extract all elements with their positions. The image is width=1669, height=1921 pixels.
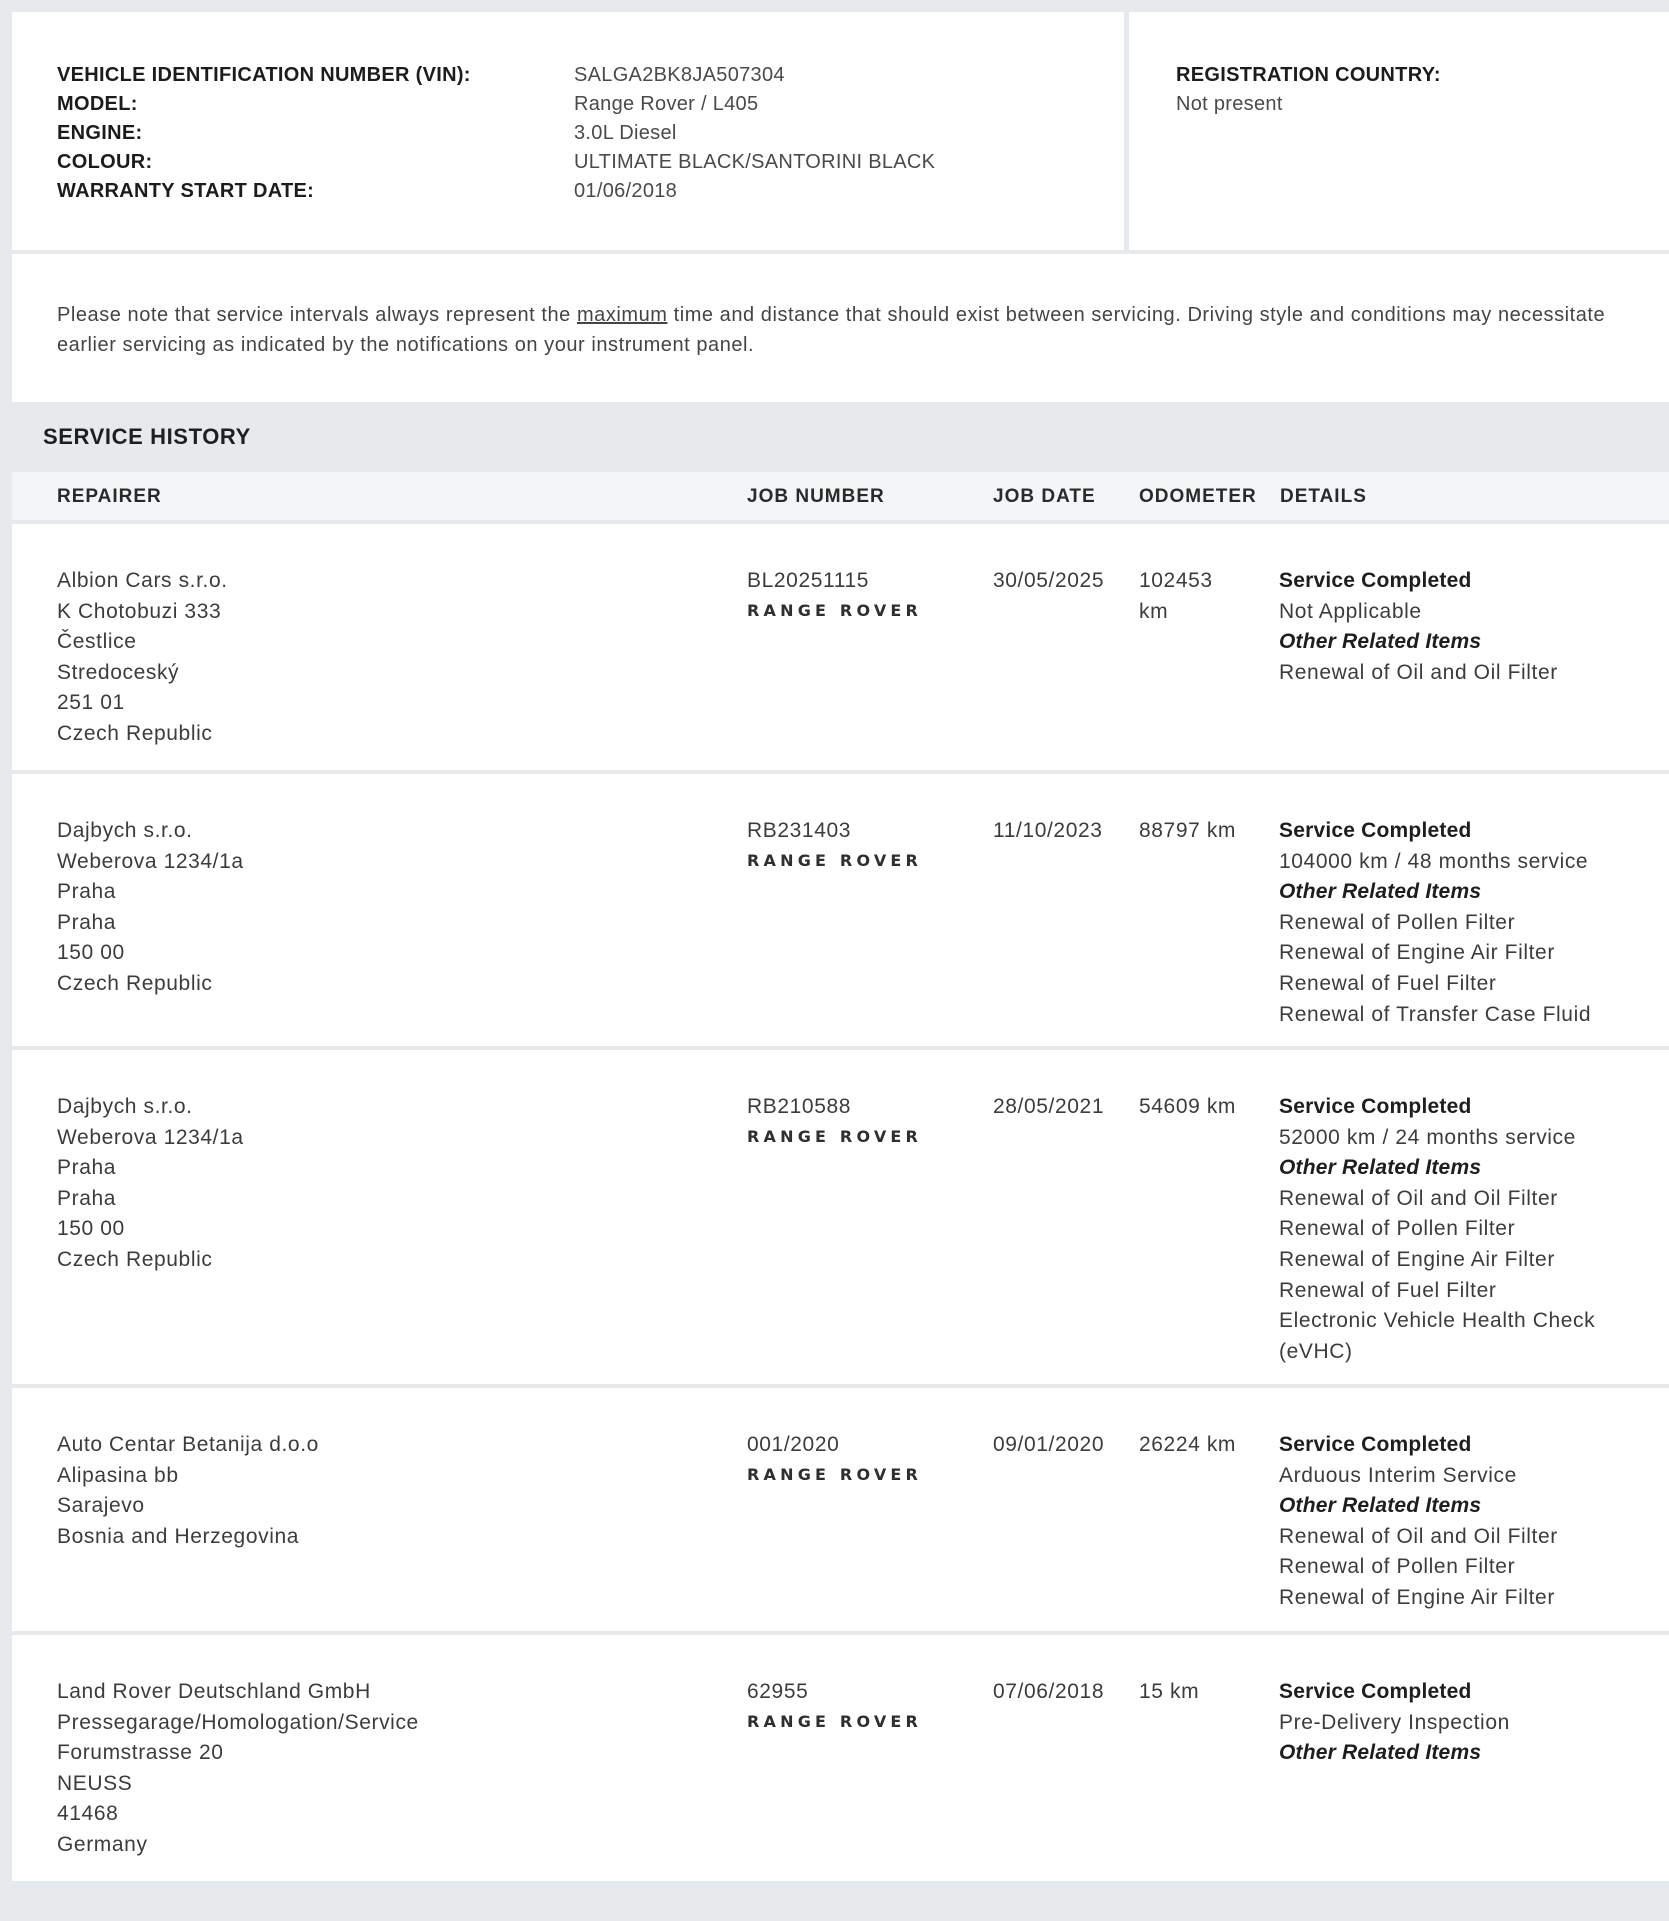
- range-rover-logo: RANGE ROVER: [747, 1126, 923, 1146]
- engine-label: ENGINE:: [57, 122, 143, 144]
- address-line: Forumstrasse 20: [57, 1741, 224, 1765]
- colour-value: ULTIMATE BLACK/SANTORINI BLACK: [574, 151, 936, 173]
- job-number-cell: [747, 1677, 977, 1735]
- other-items-heading: Other Related Items: [1279, 630, 1482, 654]
- job-number: 62955: [747, 1680, 809, 1703]
- table-row: [12, 1635, 1669, 1881]
- odometer-value: 54609 km: [1139, 1095, 1237, 1118]
- related-item: Renewal of Fuel Filter: [1279, 971, 1497, 995]
- address-line: Pressegarage/Homologation/Service: [57, 1710, 419, 1734]
- address-line: Weberova 1234/1a: [57, 1125, 244, 1149]
- related-item: Renewal of Pollen Filter: [1279, 1217, 1516, 1241]
- range-rover-logo: RANGE ROVER: [747, 600, 923, 620]
- service-completed-heading: Service Completed: [1279, 1433, 1472, 1456]
- job-number: RB210588: [747, 1095, 852, 1118]
- table-row: [12, 774, 1669, 1046]
- odometer-unit: km: [1139, 599, 1169, 623]
- odometer-value: 26224 km: [1139, 1433, 1237, 1456]
- address-line: Czech Republic: [57, 1247, 213, 1271]
- other-items-heading: Other Related Items: [1279, 1741, 1482, 1765]
- job-number-cell: [747, 566, 977, 624]
- model-value: Range Rover / L405: [574, 93, 759, 115]
- vin-value: SALGA2BK8JA507304: [574, 64, 785, 86]
- repairer-address: [57, 566, 697, 750]
- job-date: 30/05/2025: [993, 569, 1105, 592]
- vin-label: VEHICLE IDENTIFICATION NUMBER (VIN):: [57, 64, 471, 86]
- service-history-page: [12, 12, 1669, 1921]
- repairer-address: [57, 1092, 697, 1276]
- column-header-details: DETAILS: [1280, 486, 1367, 507]
- job-date: 07/06/2018: [993, 1680, 1105, 1703]
- column-header-odometer: ODOMETER: [1139, 486, 1257, 507]
- job-number-cell: [747, 816, 977, 874]
- repairer-address: [57, 816, 697, 1000]
- related-item: Renewal of Fuel Filter: [1279, 1278, 1497, 1302]
- related-item: Renewal of Oil and Oil Filter: [1279, 1524, 1558, 1548]
- registration-country-value: Not present: [1176, 93, 1283, 115]
- service-type: 104000 km / 48 months service: [1279, 849, 1589, 873]
- related-item: Renewal of Engine Air Filter: [1279, 941, 1555, 965]
- other-items-heading: Other Related Items: [1279, 1156, 1482, 1180]
- service-type: 52000 km / 24 months service: [1279, 1125, 1576, 1149]
- note-text-start: Please note that service intervals always represent the: [57, 304, 577, 326]
- address-line: Land Rover Deutschland GmbH: [57, 1680, 371, 1703]
- odometer-cell: [1139, 1677, 1269, 1708]
- address-line: Czech Republic: [57, 971, 213, 995]
- service-completed-heading: Service Completed: [1279, 819, 1472, 842]
- details-cell: [1279, 816, 1664, 1030]
- related-item: Renewal of Transfer Case Fluid: [1279, 1002, 1592, 1026]
- table-row: [12, 1050, 1669, 1384]
- job-number: BL20251115: [747, 569, 870, 592]
- job-date: 09/01/2020: [993, 1433, 1105, 1456]
- note-emphasis: maximum: [576, 304, 668, 326]
- address-line: Praha: [57, 880, 117, 904]
- service-type: Not Applicable: [1279, 599, 1422, 623]
- address-line: Praha: [57, 1186, 117, 1210]
- note-text-end: time and distance that should exist between servicing. Driving style and conditions may necessitate earlier servicing as indicated by the notifications on your instrument panel.: [57, 304, 1606, 356]
- range-rover-logo: RANGE ROVER: [747, 1711, 923, 1731]
- registration-panel: [1129, 12, 1669, 250]
- related-item: Renewal of Pollen Filter: [1279, 910, 1516, 934]
- address-line: Bosnia and Herzegovina: [57, 1524, 300, 1548]
- address-line: Praha: [57, 910, 117, 934]
- related-item: Renewal of Pollen Filter: [1279, 1555, 1516, 1579]
- related-item: Renewal of Oil and Oil Filter: [1279, 660, 1558, 684]
- details-cell: [1279, 1092, 1664, 1367]
- address-line: Alipasina bb: [57, 1463, 179, 1487]
- vehicle-values: [574, 61, 935, 250]
- address-line: 150 00: [57, 941, 125, 965]
- column-header-job-number: JOB NUMBER: [747, 486, 885, 507]
- address-line: Weberova 1234/1a: [57, 849, 244, 873]
- page-footer-strip: [12, 1881, 1669, 1921]
- details-cell: [1279, 566, 1664, 688]
- service-completed-heading: Service Completed: [1279, 569, 1472, 592]
- vehicle-info-panel: [12, 12, 1669, 250]
- odometer-cell: [1139, 1092, 1269, 1123]
- odometer-cell: [1139, 816, 1269, 847]
- job-date: 11/10/2023: [993, 819, 1103, 842]
- odometer-value: 15 km: [1139, 1680, 1200, 1703]
- address-line: 41468: [57, 1802, 119, 1826]
- details-cell: [1279, 1430, 1664, 1614]
- section-title: SERVICE HISTORY: [12, 402, 1669, 472]
- range-rover-logo: RANGE ROVER: [747, 1464, 923, 1484]
- address-line: 150 00: [57, 1217, 125, 1241]
- odometer-value: 88797 km: [1139, 819, 1237, 842]
- address-line: Sarajevo: [57, 1494, 145, 1518]
- other-items-heading: Other Related Items: [1279, 1494, 1482, 1518]
- service-completed-heading: Service Completed: [1279, 1680, 1472, 1703]
- related-item: Renewal of Engine Air Filter: [1279, 1247, 1555, 1271]
- address-line: Albion Cars s.r.o.: [57, 569, 228, 592]
- column-header-job-date: JOB DATE: [993, 486, 1096, 507]
- address-line: Auto Centar Betanija d.o.o: [57, 1433, 319, 1456]
- service-completed-heading: Service Completed: [1279, 1095, 1472, 1118]
- range-rover-logo: RANGE ROVER: [747, 850, 923, 870]
- related-item: Renewal of Oil and Oil Filter: [1279, 1186, 1558, 1210]
- service-type: Arduous Interim Service: [1279, 1463, 1517, 1487]
- address-line: Dajbych s.r.o.: [57, 819, 193, 842]
- odometer-cell: [1139, 1430, 1269, 1461]
- odometer-cell: [1139, 566, 1269, 627]
- address-line: Čestlice: [57, 630, 137, 654]
- address-line: 251 01: [57, 691, 125, 715]
- engine-value: 3.0L Diesel: [574, 122, 677, 144]
- job-number: RB231403: [747, 819, 852, 842]
- table-header: [12, 472, 1669, 520]
- address-line: Stredoceský: [57, 660, 180, 684]
- model-label: MODEL:: [57, 93, 138, 115]
- related-item: Renewal of Engine Air Filter: [1279, 1585, 1555, 1609]
- address-line: Czech Republic: [57, 721, 213, 745]
- repairer-address: [57, 1677, 697, 1861]
- colour-label: COLOUR:: [57, 151, 153, 173]
- vehicle-details: [12, 12, 1124, 250]
- column-header-repairer: REPAIRER: [57, 486, 162, 507]
- job-number: 001/2020: [747, 1433, 840, 1456]
- related-item: Electronic Vehicle Health Check (eVHC): [1279, 1309, 1596, 1363]
- address-line: NEUSS: [57, 1771, 133, 1795]
- warranty-start-label: WARRANTY START DATE:: [57, 180, 315, 202]
- table-row: [12, 524, 1669, 770]
- job-date: 28/05/2021: [993, 1095, 1105, 1118]
- address-line: Dajbych s.r.o.: [57, 1095, 193, 1118]
- service-type: Pre-Delivery Inspection: [1279, 1710, 1510, 1734]
- table-row: [12, 1388, 1669, 1631]
- address-line: Praha: [57, 1156, 117, 1180]
- details-cell: [1279, 1677, 1664, 1769]
- address-line: Germany: [57, 1832, 148, 1856]
- address-line: K Chotobuzi 333: [57, 599, 222, 623]
- job-number-cell: [747, 1092, 977, 1150]
- vehicle-labels: [57, 61, 574, 250]
- repairer-address: [57, 1430, 697, 1552]
- job-number-cell: [747, 1430, 977, 1488]
- warranty-start-value: 01/06/2018: [574, 180, 678, 202]
- other-items-heading: Other Related Items: [1279, 880, 1482, 904]
- registration-country-label: REGISTRATION COUNTRY:: [1176, 64, 1441, 86]
- odometer-value: 102453: [1139, 569, 1213, 592]
- service-interval-note: [12, 254, 1669, 402]
